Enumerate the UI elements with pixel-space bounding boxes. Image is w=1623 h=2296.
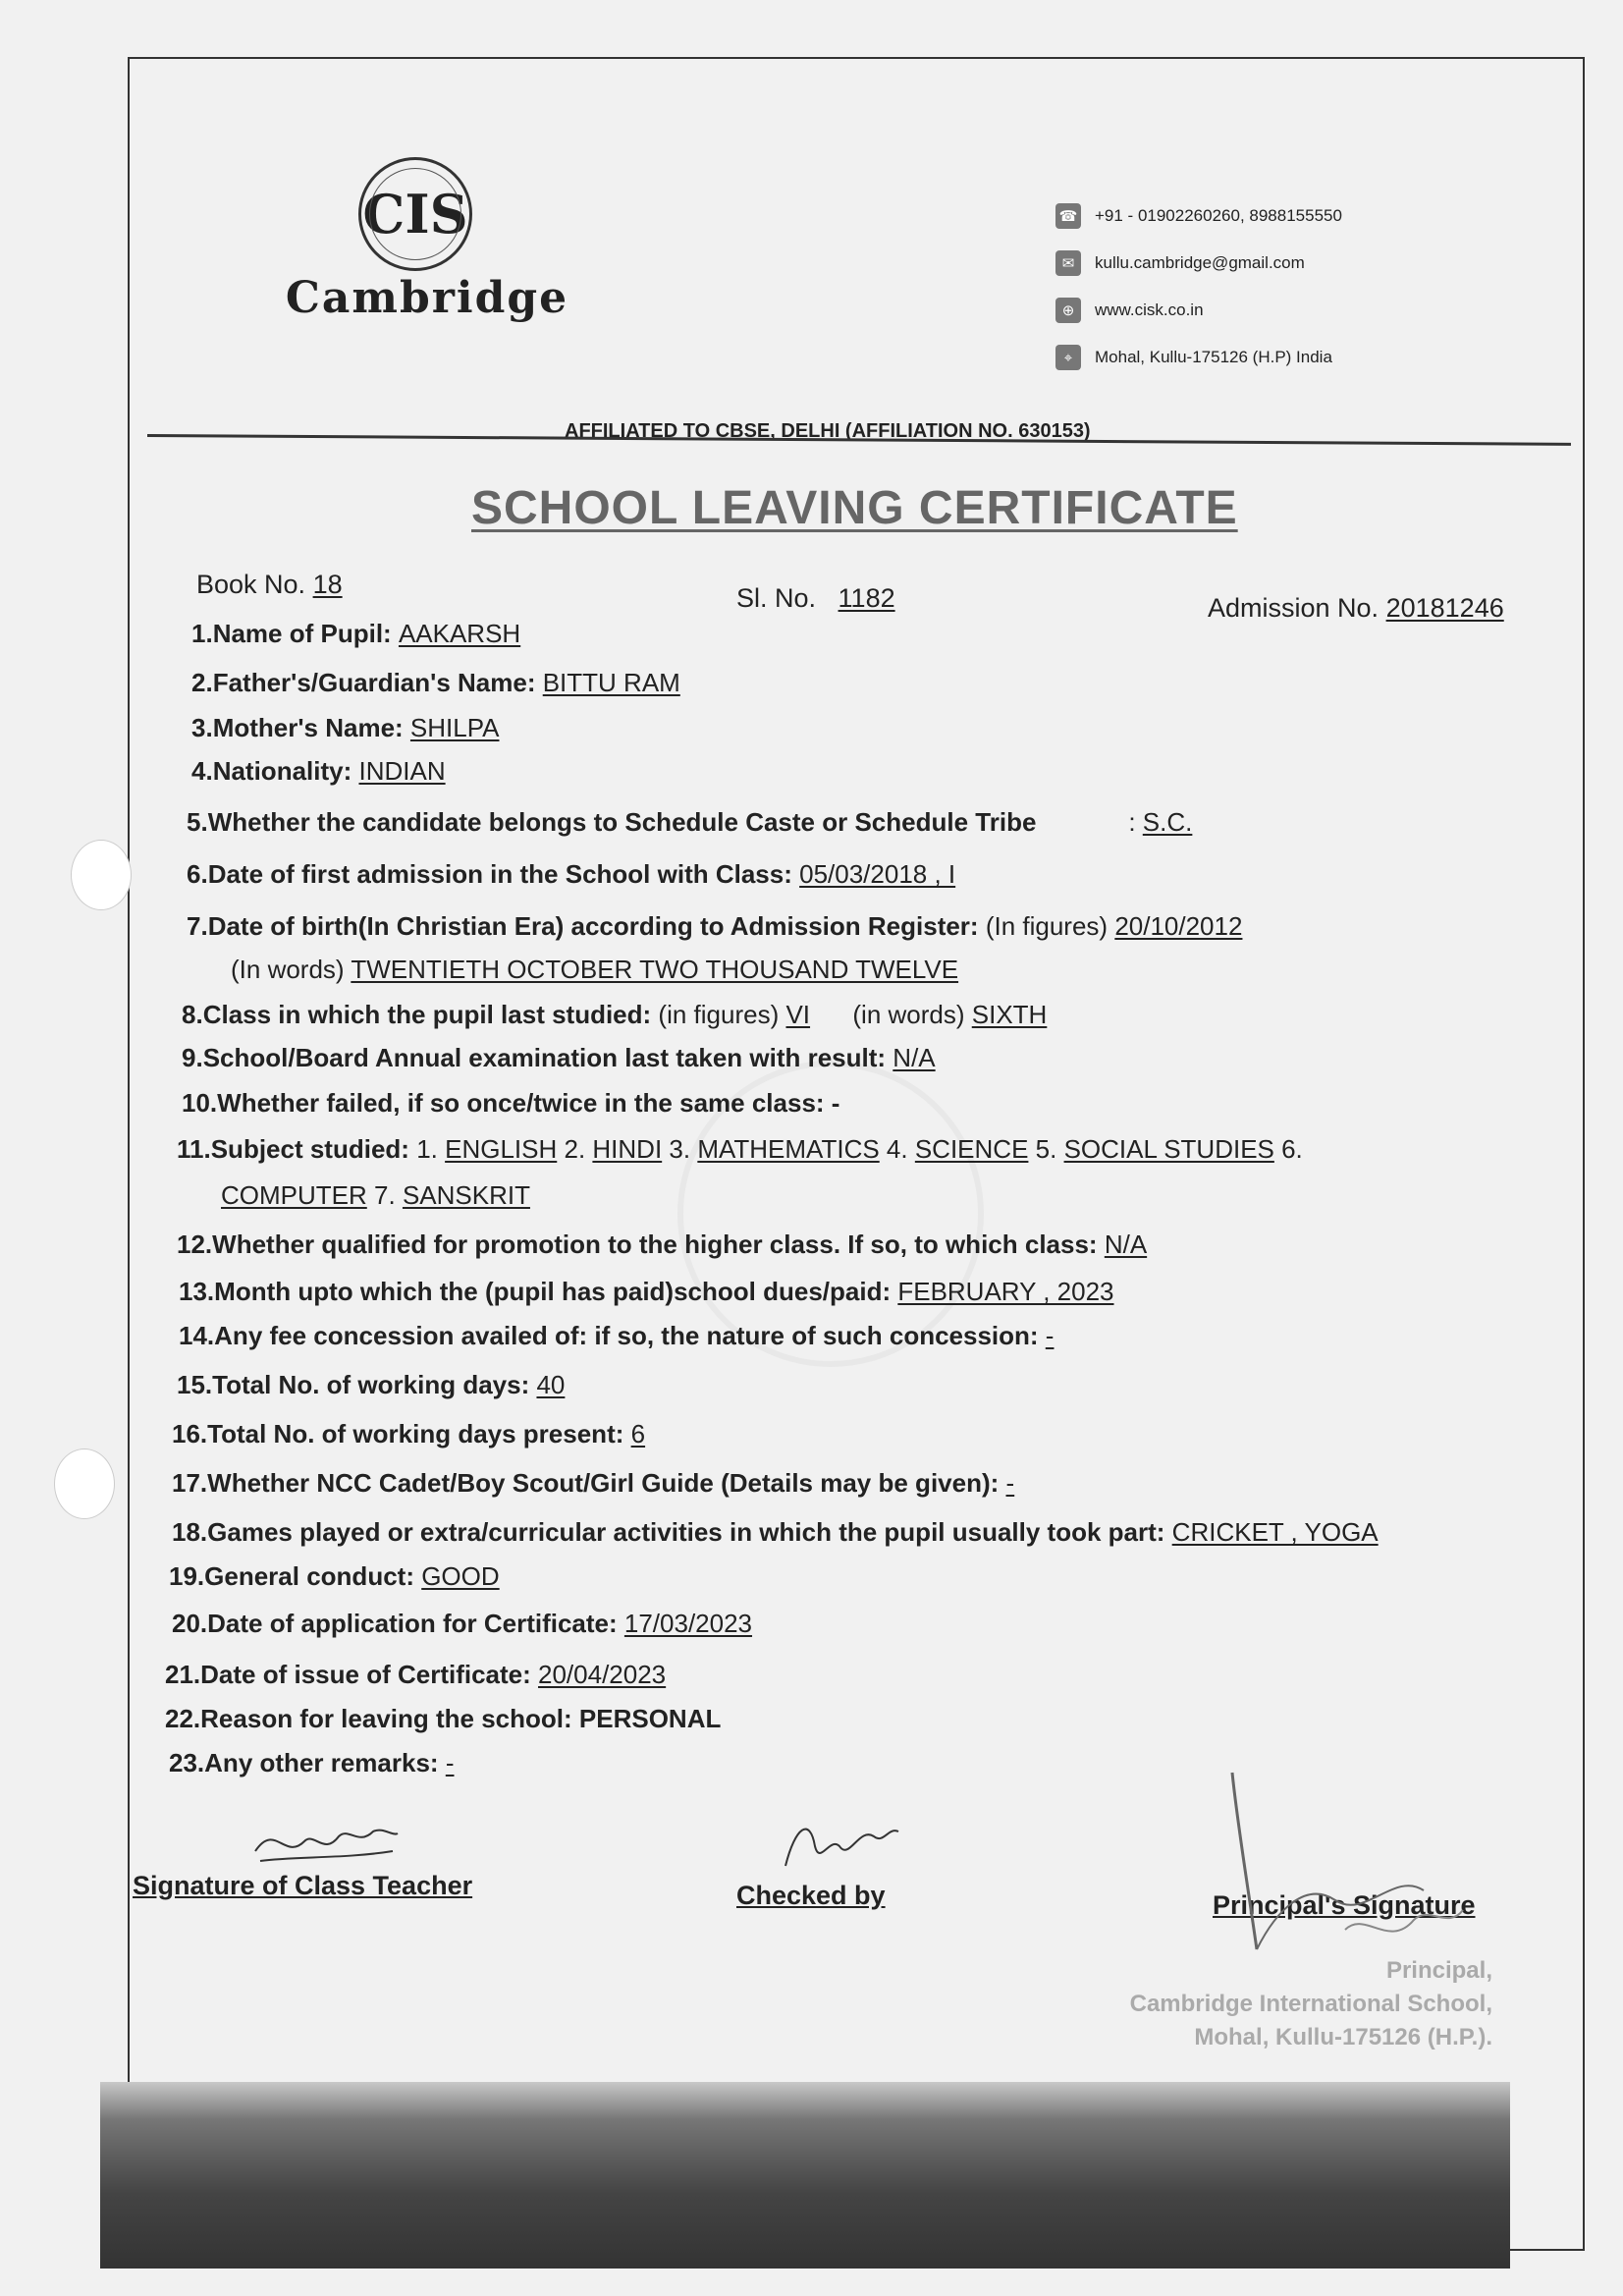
certificate-title: SCHOOL LEAVING CERTIFICATE	[471, 482, 1238, 534]
subject-number: 5.	[1028, 1134, 1064, 1164]
spacer	[367, 1180, 374, 1210]
item-label: Date of application for Certificate:	[207, 1609, 624, 1638]
item-value: 05/03/2018 , I	[799, 859, 956, 889]
email-icon: ✉	[1055, 250, 1081, 276]
item-label: Whether qualified for promotion to the higher class. If so, to which class:	[212, 1230, 1105, 1259]
item-label: Whether failed, if so once/twice in the same class: -	[217, 1088, 840, 1118]
item-label: Any fee concession availed of: if so, the nature of such concession:	[214, 1321, 1046, 1350]
item-label: General conduct:	[204, 1561, 422, 1591]
subject-name: COMPUTER	[221, 1180, 367, 1210]
item-number: 5.	[187, 807, 208, 837]
item-value: 17/03/2023	[623, 1609, 753, 1638]
certificate-item	[187, 911, 1242, 942]
item-label: Any other remarks:	[204, 1748, 446, 1777]
principal-stamp: Principal, Cambridge International School, Mohal, Kullu-175126 (H.P.).	[1129, 1957, 1492, 2050]
certificate-item	[169, 1748, 454, 1778]
subject-number: 3.	[662, 1134, 698, 1164]
item-label: Reason for leaving the school: PERSONAL	[200, 1704, 722, 1733]
phone-icon: ☎	[1055, 203, 1081, 229]
checked-by-label: Checked by	[736, 1881, 886, 1910]
certificate-item	[165, 1660, 666, 1690]
subject-number: 1.	[416, 1134, 446, 1164]
item-value: BITTU RAM	[542, 668, 680, 697]
certificate-item	[182, 1043, 936, 1073]
book-number: Book No. 18	[196, 570, 343, 599]
certificate-item	[221, 1180, 530, 1211]
item-label: Whether NCC Cadet/Boy Scout/Girl Guide (Details may be given):	[207, 1468, 1006, 1498]
item-value: 40	[536, 1370, 566, 1399]
item-number: 18.	[172, 1517, 208, 1547]
item-label: School/Board Annual examination last taken with result:	[202, 1043, 893, 1072]
item-value: 20/10/2012	[1114, 911, 1243, 941]
item-value: S.C.	[1142, 807, 1193, 837]
item-label: Name of Pupil:	[212, 619, 399, 648]
item-value: -	[1045, 1321, 1055, 1350]
certificate-item	[179, 1277, 1114, 1307]
item-number: 14.	[179, 1321, 215, 1350]
item-label: Date of birth(In Christian Era) according to Admission Register:	[207, 911, 986, 941]
certificate-item	[172, 1517, 1379, 1548]
item-number: 13.	[179, 1277, 215, 1306]
certificate-item	[172, 1609, 752, 1639]
item-number: 22.	[165, 1704, 201, 1733]
item-label: Whether the candidate belongs to Schedule Caste or Schedule Tribe	[207, 807, 1044, 837]
item-number: 8.	[182, 1000, 203, 1029]
item-label: Nationality:	[212, 756, 359, 786]
item-number: 9.	[182, 1043, 203, 1072]
item-sublabel: (In words)	[231, 955, 352, 984]
subject-number: 6.	[1273, 1134, 1303, 1164]
scan-footer-band	[100, 2082, 1510, 2269]
contact-web: ⊕ www.cisk.co.in	[1055, 287, 1342, 334]
item-sublabel: (in figures)	[658, 1000, 786, 1029]
item-value: VI	[785, 1000, 811, 1029]
certificate-item	[182, 1088, 839, 1119]
item-label: Total No. of working days present:	[207, 1419, 631, 1449]
certificate-item	[182, 1000, 1047, 1030]
principal-signature	[1217, 1763, 1473, 1969]
item-number: 16.	[172, 1419, 208, 1449]
certificate-item	[177, 1370, 565, 1400]
subject-name: HINDI	[592, 1134, 663, 1164]
item-number: 1.	[191, 619, 213, 648]
item-number: 21.	[165, 1660, 201, 1689]
serial-number: Sl. No. 1182	[736, 583, 895, 613]
subject-name: SCIENCE	[914, 1134, 1029, 1164]
contact-phone: ☎ +91 - 01902260260, 8988155550	[1055, 192, 1342, 240]
item-value: SIXTH	[971, 1000, 1048, 1029]
item-number: 3.	[191, 713, 213, 742]
item-number: 19.	[169, 1561, 205, 1591]
certificate-item	[187, 859, 955, 890]
item-value: 20/04/2023	[538, 1660, 667, 1689]
item-value: N/A	[893, 1043, 936, 1072]
item-number: 12.	[177, 1230, 213, 1259]
item-colon: :	[1043, 807, 1143, 837]
item-label: Date of issue of Certificate:	[200, 1660, 539, 1689]
certificate-item	[177, 1134, 1303, 1165]
subject-number: 4.	[879, 1134, 915, 1164]
affiliation-line: AFFILIATED TO CBSE, DELHI (AFFILIATION NO. 630153)	[565, 420, 1091, 442]
item-value: AAKARSH	[398, 619, 521, 648]
item-value: FEBRUARY , 2023	[897, 1277, 1114, 1306]
certificate-item	[191, 619, 520, 649]
item-number: 20.	[172, 1609, 208, 1638]
item-number: 7.	[187, 911, 208, 941]
item-value: -	[445, 1748, 455, 1777]
certificate-item	[191, 713, 499, 743]
class-teacher-signature	[245, 1812, 403, 1871]
contact-address: ⌖ Mohal, Kullu-175126 (H.P) India	[1055, 334, 1342, 381]
subject-number: 2.	[557, 1134, 593, 1164]
school-name: Cambridge	[285, 273, 569, 323]
item-value: -	[1005, 1468, 1015, 1498]
certificate-item	[179, 1321, 1054, 1351]
certificate-item	[187, 807, 1192, 838]
punch-hole	[71, 840, 132, 910]
punch-hole	[54, 1449, 115, 1519]
item-value: N/A	[1104, 1230, 1148, 1259]
certificate-item	[165, 1704, 721, 1734]
item-sublabel: (in words)	[810, 1000, 972, 1029]
item-number: 15.	[177, 1370, 213, 1399]
admission-number: Admission No. 20181246	[1208, 593, 1504, 623]
item-number: 4.	[191, 756, 213, 786]
item-label: Mother's Name:	[212, 713, 410, 742]
certificate-item	[191, 668, 680, 698]
item-value: GOOD	[421, 1561, 500, 1591]
certificate-item	[172, 1468, 1014, 1499]
item-number: 6.	[187, 859, 208, 889]
certificate-item	[169, 1561, 500, 1592]
item-label: Date of first admission in the School with Class:	[207, 859, 800, 889]
subject-number: 7.	[374, 1180, 403, 1210]
contact-email: ✉ kullu.cambridge@gmail.com	[1055, 240, 1342, 287]
contact-block	[1055, 192, 1342, 381]
class-teacher-signature-label: Signature of Class Teacher	[133, 1871, 473, 1900]
item-label: Class in which the pupil last studied:	[202, 1000, 659, 1029]
subject-name: MATHEMATICS	[697, 1134, 880, 1164]
item-number: 23.	[169, 1748, 205, 1777]
item-number: 2.	[191, 668, 213, 697]
principal-signature-label: Principal's Signature	[1213, 1890, 1476, 1920]
school-seal: CIS	[358, 157, 472, 271]
location-icon: ⌖	[1055, 345, 1081, 370]
subject-name: SANSKRIT	[402, 1180, 530, 1210]
certificate-item	[231, 955, 958, 985]
item-value: SHILPA	[409, 713, 500, 742]
certificate-item	[177, 1230, 1147, 1260]
certificate-item	[172, 1419, 645, 1449]
item-value: 6	[630, 1419, 646, 1449]
checked-by-signature	[776, 1807, 903, 1886]
certificate-item	[191, 756, 446, 787]
item-label: Father's/Guardian's Name:	[212, 668, 543, 697]
item-label: Games played or extra/curricular activities in which the pupil usually took part:	[207, 1517, 1172, 1547]
item-number: 10.	[182, 1088, 218, 1118]
item-number: 17.	[172, 1468, 208, 1498]
item-value: CRICKET , YOGA	[1171, 1517, 1379, 1547]
item-value: TWENTIETH OCTOBER TWO THOUSAND TWELVE	[351, 955, 959, 984]
subject-name: SOCIAL STUDIES	[1063, 1134, 1274, 1164]
item-label: Month upto which the (pupil has paid)school dues/paid:	[214, 1277, 898, 1306]
subject-name: ENGLISH	[445, 1134, 558, 1164]
item-label: Total No. of working days:	[212, 1370, 537, 1399]
item-number: 11.	[177, 1134, 211, 1164]
item-sublabel: (In figures)	[985, 911, 1115, 941]
web-icon: ⊕	[1055, 298, 1081, 323]
item-label: Subject studied:	[210, 1134, 417, 1164]
item-value: INDIAN	[358, 756, 446, 786]
